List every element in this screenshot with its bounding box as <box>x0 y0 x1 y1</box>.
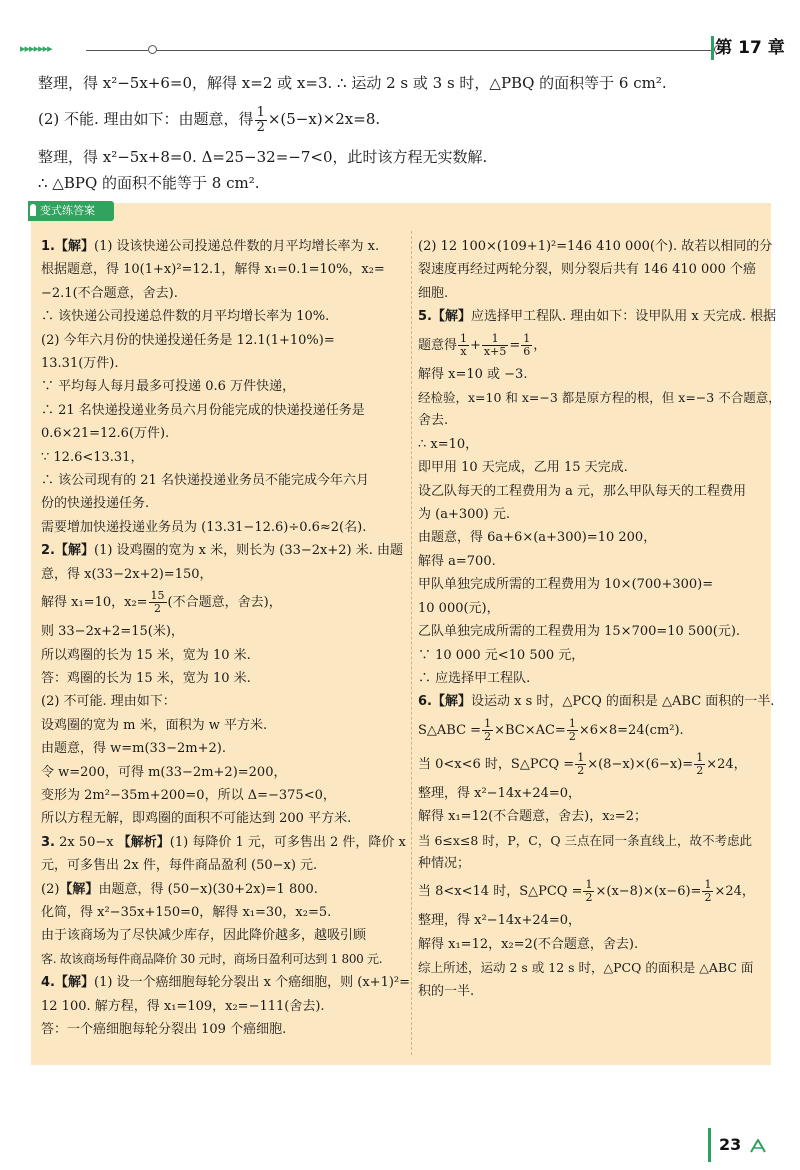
answer-line: 则 33−2x+2=15(米)， <box>41 624 184 640</box>
fraction: $\frac{1}{2}$ <box>577 750 585 777</box>
answer-line: 答：鸡圈的长为 15 米，宽为 10 米. <box>41 670 251 686</box>
answer-line: 令 w=200，可得 m(33−2m+2)=200， <box>41 764 287 780</box>
answer-line: 甲队单独完成所需的工程费用为 10×(700+300)= <box>418 577 714 593</box>
answer-line: 1.【解】(1) 设该快递公司投递总件数的月平均增长率为 x. <box>41 239 380 254</box>
fraction: $\frac{1}{2}$ <box>704 878 712 905</box>
fraction: $\frac{1}{x}$ <box>460 331 468 358</box>
answer-line: S△ABC = $\frac{1}{2}$ ×BC×AC= $\frac{1}{2}$ ×6×8=24(cm²). <box>418 716 684 743</box>
solution-line: ∴ △BPQ 的面积不能等于 8 cm². <box>38 174 260 192</box>
fraction: $\frac{1}{2}$ <box>568 716 576 743</box>
answer-line: ∵ 12.6<13.31， <box>41 449 144 465</box>
section-tag: 变式练答案 <box>28 201 114 221</box>
fraction: $\frac{1}{x+5}$ <box>483 331 507 358</box>
answer-line: 解得 x₁=10，x₂= $\frac{15}{2}$ (不合题意，舍去)， <box>41 589 282 616</box>
answer-line: 由题意，得 w=m(33−2m+2). <box>41 741 226 757</box>
answer-line: 由于该商场为了尽快减少库存，因此降价越多，越吸引顾 <box>41 928 367 944</box>
answer-line: ∵ 10 000 元<10 500 元， <box>418 647 585 663</box>
answer-line: 答：一个癌细胞每轮分裂出 109 个癌细胞. <box>41 1022 287 1037</box>
answer-line: 变形为 2m²−35m+200=0，所以 Δ=−375<0， <box>41 787 336 803</box>
answer-line: 舍去. <box>418 413 449 429</box>
answer-line: 为 (a+300) 元. <box>418 507 510 523</box>
answer-line: −2.1(不合题意，舍去). <box>41 285 178 301</box>
header-rule <box>86 50 148 51</box>
answer-line: 12 100. 解方程，得 x₁=109，x₂=−111(舍去). <box>41 998 325 1014</box>
answer-line: 化简，得 x²−35x+150=0，解得 x₁=30，x₂=5. <box>41 904 332 920</box>
compass-ruler-icon <box>749 1139 767 1153</box>
answer-line: 乙队单独完成所需的工程费用为 15×700=10 500(元). <box>418 624 741 640</box>
column-divider <box>411 231 412 1055</box>
answer-line: ∴ 21 名快递投递业务员六月份能完成的快递投递任务是 <box>41 402 365 418</box>
answer-line: 解得 x₁=12，x₂=2(不合题意，舍去). <box>418 936 639 952</box>
answer-line: 需要增加快递投递业务员为 (13.31−12.6)÷0.6≈2(名). <box>41 519 367 535</box>
answer-line: 解得 x=10 或 −3. <box>418 366 528 382</box>
solution-line: 整理，得 x²−5x+8=0. Δ=25−32=−7<0，此时该方程无实数解. <box>38 148 488 166</box>
answer-line: 10 000(元)， <box>418 600 500 616</box>
answer-line: 解得 x₁=12(不合题意，舍去)，x₂=2； <box>418 809 647 825</box>
solution-line: (2) 不能. 理由如下：由题意，得 $\frac{1}{2}$ ×(5−x)×2x=8. <box>38 104 381 135</box>
answer-box <box>31 203 781 1065</box>
page-number: 23 <box>708 1128 768 1162</box>
answer-line: 所以方程无解，即鸡圈的面积不可能达到 200 平方米. <box>41 811 352 827</box>
answer-line: 综上所述，运动 2 s 或 12 s 时，△PCQ 的面积是 △ABC 面 <box>418 960 754 976</box>
answer-line: 客. 故该商场每件商品降价 30 元时，商场日盈利可达到 1 800 元. <box>41 951 383 966</box>
answer-line: ∴ 应选择甲工程队. <box>418 670 531 686</box>
answer-line: 意，得 x(33−2x+2)=150， <box>41 566 213 582</box>
fraction: $\frac{15}{2}$ <box>150 589 165 616</box>
pencil-icon <box>30 204 36 216</box>
answer-line: 当 6≤x≤8 时，P，C，Q 三点在同一条直线上，故不考虑此 <box>418 832 753 848</box>
answer-line: 5.【解】应选择甲工程队. 理由如下：设甲队用 x 天完成. 根据 <box>418 309 777 325</box>
answer-line: 细胞. <box>418 285 449 301</box>
answer-line: 2.【解】(1) 设鸡圈的宽为 x 米，则长为 (33−2x+2) 米. 由题 <box>41 543 404 559</box>
answer-line: ∵ 平均每人每月最多可投递 0.6 万件快递， <box>41 379 296 395</box>
answer-line: 6.【解】设运动 x s 时，△PCQ 的面积是 △ABC 面积的一半. <box>418 694 775 710</box>
fraction: $\frac{1}{2}$ <box>696 750 704 777</box>
left-column <box>41 235 411 1041</box>
answer-line: 13.31(万件). <box>41 356 119 372</box>
solution-line: 整理，得 x²−5x+6=0，解得 x=2 或 x=3. ∴ 运动 2 s 或 3 s 时，△PBQ 的面积等于 6 cm². <box>38 74 667 92</box>
answer-line: 所以鸡圈的长为 15 米，宽为 10 米. <box>41 647 251 663</box>
answer-line: 4.【解】(1) 设一个癌细胞每轮分裂出 x 个癌细胞，则 (x+1)²= <box>41 975 411 991</box>
answer-line: 3. 2x 50−x 【解析】(1) 每降价 1 元，可多售出 2 件，降价 x <box>41 834 406 850</box>
answer-line: 整理，得 x²−14x+24=0， <box>418 785 582 801</box>
answer-line: 经检验，x=10 和 x=−3 都是原方程的根，但 x=−3 不合题意， <box>418 390 781 406</box>
page-header <box>20 34 786 64</box>
answer-line: 设乙队每天的工程费用为 a 元，那么甲队每天的工程费用 <box>418 483 747 499</box>
answer-line: 解得 a=700. <box>418 553 496 569</box>
answer-line: 元，可多售出 2x 件，每件商品盈利 (50−x) 元. <box>41 858 318 874</box>
fraction: $\frac{1}{2}$ <box>256 104 265 135</box>
answer-line: 题意得 $\frac{1}{x}$ + $\frac{1}{x+5}$ = $\frac{1}{6}$ ， <box>418 331 547 358</box>
answer-line: 由题意，得 6a+6×(a+300)=10 200， <box>418 530 657 546</box>
answer-line: 种情况； <box>418 855 471 871</box>
fraction: $\frac{1}{2}$ <box>484 716 492 743</box>
answer-line: 整理，得 x²−14x+24=0， <box>418 913 582 929</box>
answer-line: (2)【解】由题意，得 (50−x)(30+2x)=1 800. <box>41 881 318 897</box>
arrow-decoration-icon: ▸▸▸▸▸▸▸ <box>20 42 52 55</box>
answer-line: (2) 今年六月份的快递投递任务是 12.1(1+10%)= <box>41 332 335 348</box>
answer-line: ∴ 该公司现有的 21 名快递投递业务员不能完成今年六月 <box>41 473 369 489</box>
fraction: $\frac{1}{6}$ <box>523 331 531 358</box>
answer-line: 当 8<x<14 时，S△PCQ = $\frac{1}{2}$ ×(x−8)×(x−6)= $\frac{1}{2}$ ×24， <box>418 878 755 905</box>
answer-line: (2) 不可能. 理由如下： <box>41 694 176 710</box>
right-column <box>418 235 781 1003</box>
fraction: $\frac{1}{2}$ <box>585 878 593 905</box>
answer-line: (2) 12 100×(109+1)²=146 410 000(个). 故若以相同的分 <box>418 239 773 254</box>
header-rule <box>156 50 714 51</box>
answer-line: 积的一半. <box>418 983 475 999</box>
answer-line: 0.6×21=12.6(万件). <box>41 426 170 442</box>
answer-line: ∴ 该快递公司投递总件数的月平均增长率为 10%. <box>41 309 330 325</box>
answer-line: 裂速度再经过两轮分裂，则分裂后共有 146 410 000 个癌 <box>418 262 756 278</box>
answer-line: 根据题意，得 10(1+x)²=12.1，解得 x₁=0.1=10%，x₂= <box>41 262 385 278</box>
answer-line: 当 0<x<6 时，S△PCQ = $\frac{1}{2}$ ×(8−x)×(6−x)= $\frac{1}{2}$ ×24， <box>418 750 747 777</box>
chapter-label: 第 17 章 <box>711 36 786 60</box>
answer-line: 设鸡圈的宽为 m 米，面积为 w 平方米. <box>41 717 268 733</box>
answer-line: 份的快递投递任务. <box>41 496 150 512</box>
answer-line: ∴ x=10， <box>418 436 479 452</box>
answer-line: 即甲用 10 天完成，乙用 15 天完成. <box>418 460 628 476</box>
